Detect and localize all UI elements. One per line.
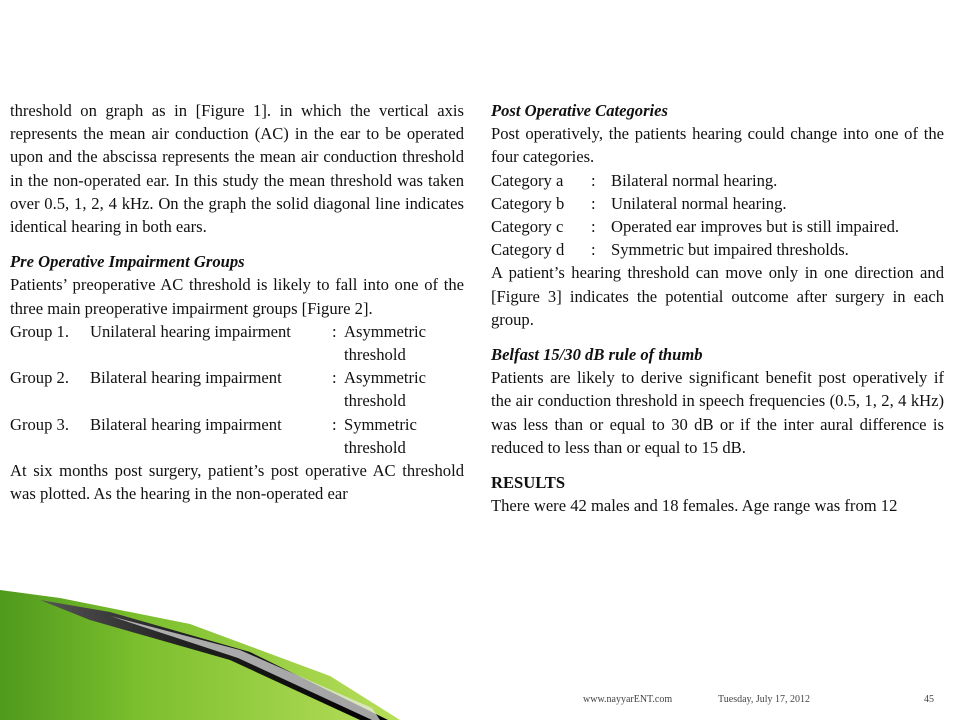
pre-operative-heading: Pre Operative Impairment Groups — [10, 252, 245, 272]
belfast-heading: Belfast 15/30 dB rule of thumb — [491, 344, 703, 364]
results-paragraph: There were 42 males and 18 females. Age range was from 12 — [491, 496, 898, 516]
closing-paragraph: At six months post surgery, patient’s post operative AC threshold was plotted. As the hearing in the non-operated ear — [10, 460, 464, 504]
category-separator: : — [591, 170, 596, 190]
group-label: Group 1. — [10, 321, 69, 341]
category-label: Category b — [491, 193, 565, 213]
group-description: Unilateral hearing impairment — [90, 321, 291, 341]
category-separator: : — [591, 240, 596, 260]
group-separator: : — [332, 321, 337, 341]
category-label: Category c — [491, 216, 564, 236]
group-description: Bilateral hearing impairment — [90, 368, 282, 388]
category-separator: : — [591, 193, 596, 213]
category-label: Category d — [491, 240, 565, 260]
group-type: Asymmetric — [344, 321, 427, 341]
category-separator: : — [591, 216, 596, 236]
results-heading: RESULTS — [491, 472, 566, 492]
footer-date: Tuesday, July 17, 2012 — [718, 694, 811, 705]
group-separator: : — [332, 368, 337, 388]
category-description: Operated ear improves but is still impaired. — [611, 216, 900, 236]
category-item — [491, 215, 944, 238]
group-item — [10, 413, 464, 459]
intro-paragraph: threshold on graph as in [Figure 1]. in which the vertical axis represents the mean air conduction (AC) in the ear to be operated upon and the abscissa represents the mean air conduction threshold in the non-operated ear. In this study the mean threshold was taken over 0.5, 1, 2, 4 kHz. On the graph the solid diagonal line indicates identical hearing in both ears. — [10, 101, 464, 237]
category-description: Bilateral normal hearing. — [611, 170, 778, 190]
group-list — [10, 320, 464, 459]
group-item — [10, 320, 464, 366]
group-type: Symmetric — [344, 414, 417, 434]
post-operative-paragraph: Post operatively, the patients hearing could change into one of the four categories. — [491, 124, 944, 167]
group-type-cont: threshold — [344, 437, 406, 457]
group-item — [10, 366, 464, 412]
category-label: Category a — [491, 170, 564, 190]
category-item — [491, 169, 944, 192]
group-description: Bilateral hearing impairment — [90, 414, 282, 434]
group-type: Asymmetric — [344, 368, 427, 388]
page-number: 45 — [924, 694, 934, 705]
category-item — [491, 192, 944, 215]
group-type-cont: threshold — [344, 345, 406, 365]
pre-operative-paragraph: Patients’ preoperative AC threshold is likely to fall into one of the three main preoperative impairment groups [Figure 2]. — [10, 275, 464, 318]
group-type-cont: threshold — [344, 391, 406, 411]
right-column — [491, 99, 944, 517]
group-label: Group 2. — [10, 368, 69, 388]
category-description: Symmetric but impaired thresholds. — [611, 240, 849, 260]
category-item — [491, 238, 944, 261]
belfast-paragraph: Patients are likely to derive significant benefit post operatively if the air conduction threshold in speech frequencies (0.5, 1, 2, 4 kHz) was less than or equal to 30 dB or if the inter aural difference is reduced to less than or equal to 15 dB. — [491, 368, 944, 457]
left-column — [10, 99, 464, 505]
post-operative-heading: Post Operative Categories — [491, 101, 668, 120]
group-separator: : — [332, 414, 337, 434]
group-label: Group 3. — [10, 414, 69, 434]
category-list — [491, 169, 944, 262]
category-description: Unilateral normal hearing. — [611, 193, 787, 213]
footer-url[interactable]: www.nayyarENT.com — [583, 694, 673, 705]
movement-paragraph: A patient’s hearing threshold can move only in one direction and [Figure 3] indicates the potential outcome after surgery in each group. — [491, 263, 944, 329]
